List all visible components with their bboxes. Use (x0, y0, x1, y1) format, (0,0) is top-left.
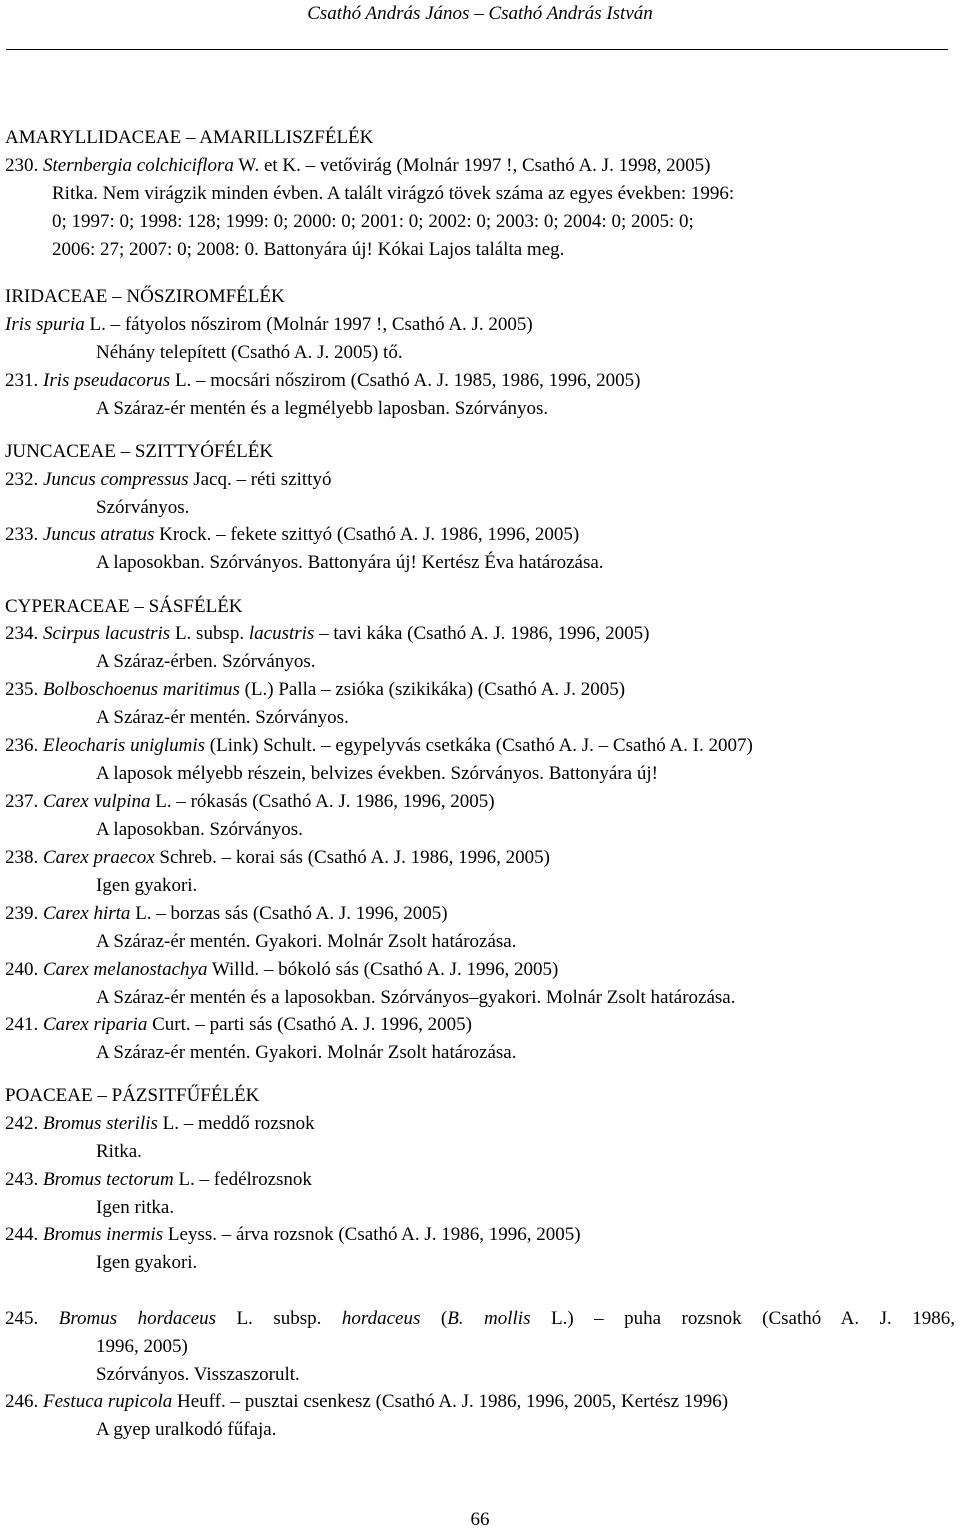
entry-245 (5, 1308, 955, 1330)
entry-231 (5, 370, 640, 392)
page-header (0, 0, 960, 56)
entry-text: W. et K. – vetővirág (Molnár 1997 !, Csathó A. J. 1998, 2005) (233, 155, 711, 176)
entry-240 (5, 959, 558, 981)
entry-230-note: 0; 1997: 0; 1998: 128; 1999: 0; 2000: 0; 2001: 0; 2002: 0; 2003: 0; 2004: 0; 2005: 0; (52, 211, 694, 232)
entry-232-note: Szórványos. (96, 497, 190, 518)
family-heading-iridaceae: IRIDACEAE – NŐSZIROMFÉLÉK (5, 286, 285, 307)
entry-242 (5, 1113, 315, 1135)
entry-236 (5, 735, 753, 757)
entry-text: Curt. – parti sás (Csathó A. J. 1996, 2005) (147, 1014, 472, 1035)
entry-244 (5, 1224, 581, 1246)
entry-number: 243. (5, 1169, 39, 1190)
entry-237 (5, 791, 495, 813)
scientific-name: Bromus sterilis (43, 1113, 158, 1134)
page-number: 66 (470, 1509, 490, 1530)
entry-number: 241. (5, 1014, 39, 1035)
entry-number: 244. (5, 1224, 39, 1245)
entry-238-note: Igen gyakori. (96, 875, 198, 896)
scientific-name: Sternbergia colchiciflora (43, 155, 234, 176)
entry-number: 238. (5, 847, 39, 868)
family-heading-juncaceae: JUNCACEAE – SZITTYÓFÉLÉK (5, 441, 274, 462)
entry-245-note: Szórványos. Visszaszorult. (96, 1364, 300, 1385)
entry-246-note: A gyep uralkodó fűfaja. (96, 1419, 277, 1440)
entry-number: 245. (5, 1308, 39, 1329)
scientific-name: Carex riparia (43, 1014, 148, 1035)
header-rule (6, 49, 948, 50)
entry-number: 240. (5, 959, 39, 980)
entry-243 (5, 1169, 312, 1191)
scientific-name: Bromus tectorum (43, 1169, 174, 1190)
scientific-name: Scirpus lacustris (43, 623, 171, 644)
scientific-name: Bolboschoenus maritimus (43, 679, 240, 700)
scientific-name: Carex praecox (43, 847, 155, 868)
entry-text: L. – fátyolos nőszirom (Molnár 1997 !, Csathó A. J. 2005) (84, 314, 533, 335)
entry-text: (L.) Palla – zsióka (szikikáka) (Csathó A. J. 2005) (239, 679, 626, 700)
entry-text: Leyss. – árva rozsnok (Csathó A. J. 1986, 1996, 2005) (163, 1224, 581, 1245)
subspecies-name: lacustris (248, 623, 315, 644)
entry-number: 233. (5, 524, 39, 545)
scientific-name: Bromus inermis (43, 1224, 164, 1245)
entry-number: 239. (5, 903, 39, 924)
scientific-name: Eleocharis uniglumis (43, 735, 206, 756)
entry-232 (5, 469, 331, 491)
entry-iris-spuria (5, 314, 533, 336)
entry-235 (5, 679, 625, 701)
scientific-name: Carex hirta (43, 903, 131, 924)
family-heading-amaryllidaceae: AMARYLLIDACEAE – AMARILLISZFÉLÉK (5, 127, 374, 148)
entry-number: 234. (5, 623, 39, 644)
scientific-name: Carex melanostachya (43, 959, 208, 980)
entry-text: (Link) Schult. – egypelyvás csetkáka (Csathó A. J. – Csathó A. I. 2007) (205, 735, 753, 756)
running-title: Csathó András János – Csathó András István (307, 3, 653, 24)
entry-241-note: A Száraz-ér mentén. Gyakori. Molnár Zsolt határozása. (96, 1042, 517, 1063)
entry-text: L. – mocsári nőszirom (Csathó A. J. 1985, 1986, 1996, 2005) (170, 370, 641, 391)
entry-text: L. subsp. (216, 1308, 342, 1329)
scientific-name: Bromus hordaceus (58, 1308, 217, 1329)
scientific-name: Iris pseudacorus (43, 370, 171, 391)
entry-235-note: A Száraz-ér mentén. Szórványos. (96, 707, 349, 728)
entry-number: 246. (5, 1391, 39, 1412)
entry-number: 230. (5, 155, 39, 176)
entry-234 (5, 623, 649, 645)
entry-text: Krock. – fekete szittyó (Csathó A. J. 1986, 1996, 2005) (154, 524, 580, 545)
entry-233-note: A laposokban. Szórványos. Battonyára új! Kertész Éva határozása. (96, 552, 604, 573)
entry-number: 231. (5, 370, 39, 391)
entry-text: L. – borzas sás (Csathó A. J. 1996, 2005) (130, 903, 448, 924)
entry-text: L. subsp. (170, 623, 249, 644)
entry-text: L. – rókasás (Csathó A. J. 1986, 1996, 2005) (150, 791, 495, 812)
scientific-name: Juncus atratus (43, 524, 155, 545)
entry-234-note: A Száraz-érben. Szórványos. (96, 651, 316, 672)
entry-number: 237. (5, 791, 39, 812)
scientific-name: Festuca rupicola (43, 1391, 173, 1412)
entry-text: Willd. – bókoló sás (Csathó A. J. 1996, 2005) (207, 959, 559, 980)
entry-text: Schreb. – korai sás (Csathó A. J. 1986, 1996, 2005) (154, 847, 550, 868)
entry-236-note: A laposok mélyebb részein, belvizes években. Szórványos. Battonyára új! (96, 763, 658, 784)
entry-number: 232. (5, 469, 39, 490)
scientific-name: Carex vulpina (43, 791, 151, 812)
entry-231-note: A Száraz-ér mentén és a legmélyebb laposban. Szórványos. (96, 398, 549, 419)
entry-230-note: 2006: 27; 2007: 0; 2008: 0. Battonyára új! Kókai Lajos találta meg. (52, 239, 565, 260)
family-heading-poaceae: POACEAE – PÁZSITFŰFÉLÉK (5, 1085, 260, 1106)
entry-241 (5, 1014, 472, 1036)
entry-text: – tavi káka (Csathó A. J. 1986, 1996, 2005) (314, 623, 650, 644)
entry-243-note: Igen ritka. (96, 1197, 175, 1218)
entry-244-note: Igen gyakori. (96, 1252, 198, 1273)
entry-245-continuation: 1996, 2005) (96, 1336, 188, 1357)
entry-242-note: Ritka. (96, 1141, 142, 1162)
entry-240-note: A Száraz-ér mentén és a laposokban. Szórványos–gyakori. Molnár Zsolt határozása. (96, 987, 736, 1008)
entry-number: 236. (5, 735, 39, 756)
entry-number: 235. (5, 679, 39, 700)
entry-246 (5, 1391, 728, 1413)
entry-239-note: A Száraz-ér mentén. Gyakori. Molnár Zsolt határozása. (96, 931, 517, 952)
synonym-name: B. mollis (447, 1308, 531, 1329)
entry-text: ( (420, 1308, 448, 1329)
scientific-name: Iris spuria (5, 314, 85, 335)
entry-233 (5, 524, 579, 546)
entry-text: L. – fedélrozsnok (173, 1169, 312, 1190)
entry-text: Heuff. – pusztai csenkesz (Csathó A. J. 1986, 1996, 2005, Kertész 1996) (172, 1391, 729, 1412)
family-heading-cyperaceae: CYPERACEAE – SÁSFÉLÉK (5, 596, 243, 617)
entry-230 (5, 155, 710, 177)
entry-238 (5, 847, 550, 869)
entry-text: Jacq. – réti szittyó (188, 469, 332, 490)
entry-239 (5, 903, 448, 925)
entry-text: L. – meddő rozsnok (157, 1113, 315, 1134)
entry-text: L.) – puha rozsnok (Csathó A. J. 1986, (530, 1308, 956, 1329)
entry-number: 242. (5, 1113, 39, 1134)
subspecies-name: hordaceus (341, 1308, 421, 1329)
scientific-name: Juncus compressus (43, 469, 189, 490)
entry-237-note: A laposokban. Szórványos. (96, 819, 303, 840)
entry-iris-spuria-note: Néhány telepített (Csathó A. J. 2005) tő. (96, 342, 403, 363)
entry-230-note: Ritka. Nem virágzik minden évben. A talált virágzó tövek száma az egyes években: 1996: (52, 183, 735, 204)
